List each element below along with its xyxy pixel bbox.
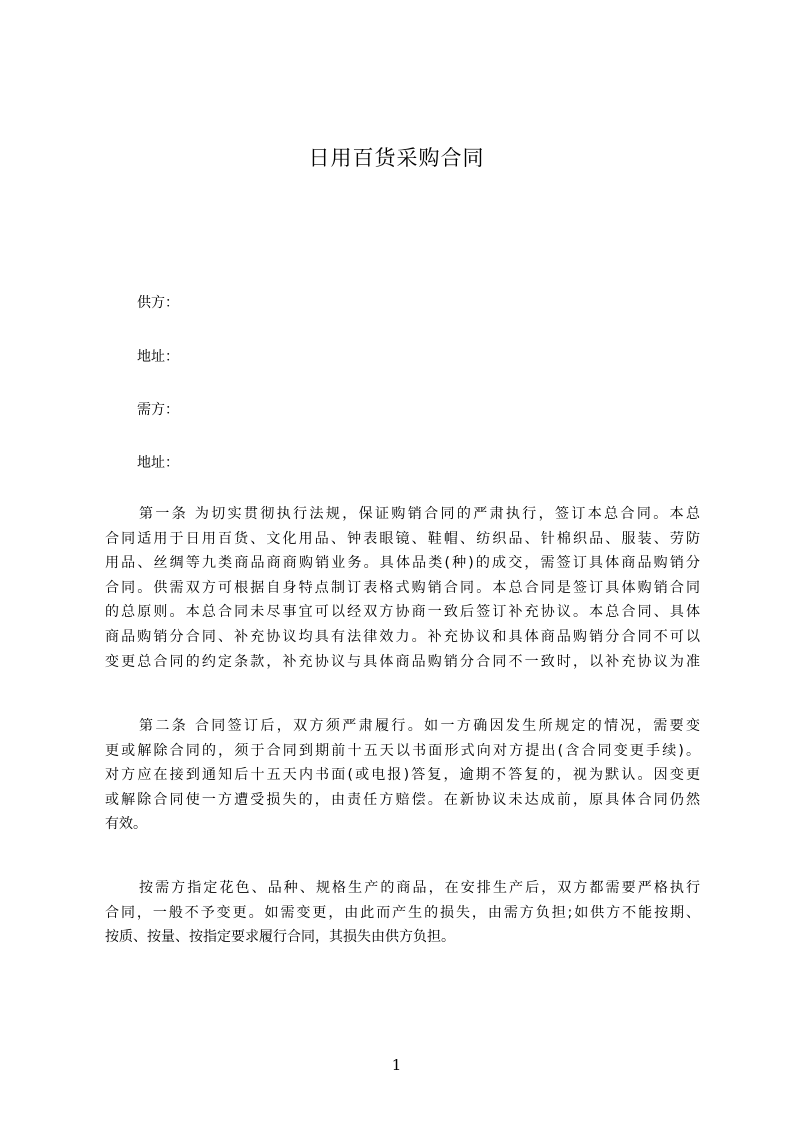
article-2-line: 更或解除合同的，须于合同到期前十五天以书面形式向对方提出(含合同变更手续)。 <box>105 742 700 759</box>
article-2-line: 第二条 合同签订后，双方须严肃履行。如一方确因发生所规定的情况，需要变 <box>139 718 700 734</box>
article-2 <box>105 714 700 837</box>
buyer-label: 需方： <box>137 402 179 418</box>
article-1-line: 商品购销分合同、补充协议均具有法律效力。补充协议和具体商品购销分合同不可以 <box>105 628 700 645</box>
supplier-address-label: 地址： <box>137 349 179 365</box>
buyer-address-label: 地址： <box>137 455 179 471</box>
page-number: 1 <box>391 1056 402 1074</box>
paragraph-3-line: 按质、按量、按指定要求履行合同，其损失由供方负担。 <box>105 929 455 946</box>
article-1-line: 合同适用于日用百货、文化用品、钟表眼镜、鞋帽、纺织品、针棉织品、服装、劳防 <box>105 530 700 547</box>
article-2-line: 或解除合同使一方遭受损失的，由责任方赔偿。在新协议未达成前，原具体合同仍然 <box>105 791 700 808</box>
paragraph-3-line: 合同，一般不予变更。如需变更，由此而产生的损失，由需方负担;如供方不能按期、 <box>105 904 700 921</box>
article-1-line: 变更总合同的约定条款，补充协议与具体商品购销分合同不一致时，以补充协议为准 <box>105 653 700 670</box>
article-1-line: 的总原则。本总合同未尽事宜可以经双方协商一致后签订补充协议。本总合同、具体 <box>105 604 700 621</box>
article-2-line: 对方应在接到通知后十五天内书面(或电报)答复，逾期不答复的，视为默认。因变更 <box>105 767 700 784</box>
article-1-line: 用品、丝绸等九类商品商商购销业务。具体品类(种)的成交，需签订具体商品购销分 <box>105 555 700 572</box>
supplier-label: 供方： <box>137 295 179 311</box>
article-2-line: 有效。 <box>105 816 147 833</box>
article-1-line: 第一条 为切实贯彻执行法规，保证购销合同的严肃执行，签订本总合同。本总 <box>139 506 700 522</box>
article-1 <box>105 502 700 674</box>
document-title: 日用百货采购合同 <box>308 146 485 170</box>
article-1-line: 合同。供需双方可根据自身特点制订表格式购销合同。本总合同是签订具体购销合同 <box>105 579 700 596</box>
paragraph-3-line: 按需方指定花色、品种、规格生产的商品，在安排生产后，双方都需要严格执行 <box>139 880 700 896</box>
paragraph-3 <box>105 876 700 950</box>
